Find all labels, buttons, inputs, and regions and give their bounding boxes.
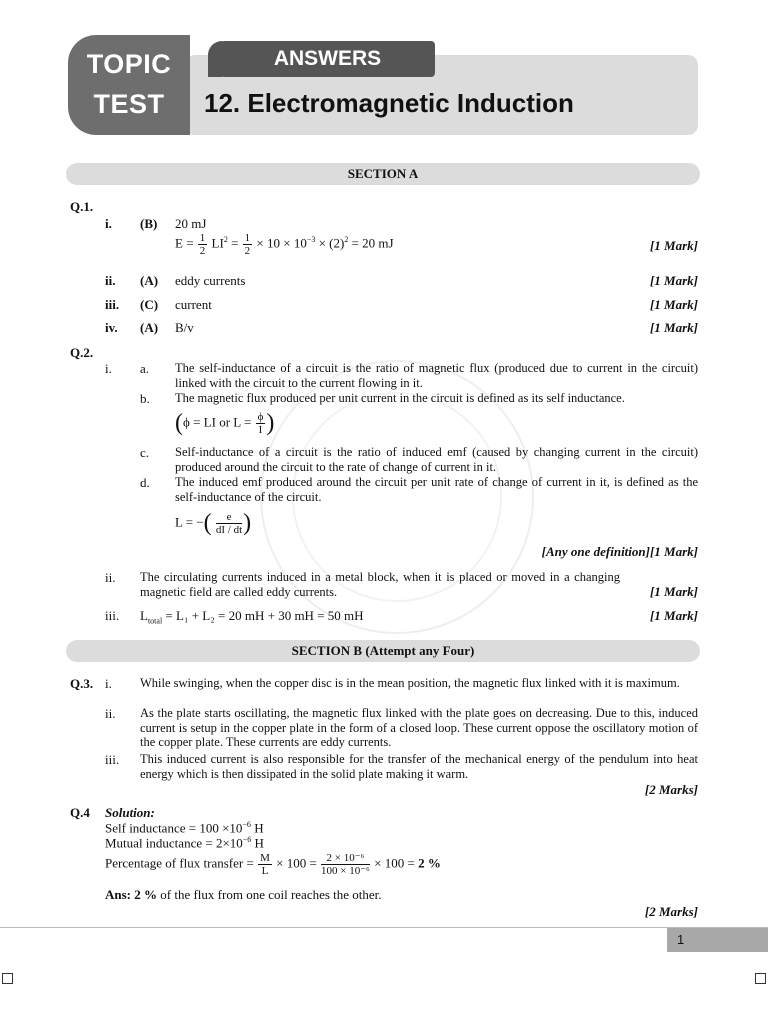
ratio-fraction: $\frac{\text{2 × 10⁻⁶}}{\text{100 × 10⁻⁶}}$ (321, 852, 370, 877)
q1-iv-num: iv. (105, 320, 118, 335)
answers-tab: ANSWERS (220, 41, 435, 77)
q2-i-num: i. (105, 361, 112, 376)
formula-lhs: E = (175, 235, 194, 251)
q2-b-formula: (ϕ = LI or L = $\frac{\phi}{I}$ ) (175, 410, 275, 436)
section-a-heading: SECTION A (66, 163, 700, 185)
section-b-heading: SECTION B (Attempt any Four) (66, 640, 700, 662)
topic-label: TOPIC (86, 49, 172, 79)
q1-iii-num: iii. (105, 297, 120, 312)
q3-i-num: i. (105, 676, 112, 691)
q2-ii-mark: [1 Mark] (649, 584, 698, 599)
q2-b-label: b. (140, 391, 150, 406)
formula-li: LI (211, 235, 224, 251)
q2-ii-text: The circulating currents induced in a metal block, when it is placed or moved in a changing magnetic field are called eddy currents. (140, 570, 620, 599)
q2-b-text: The magnetic flux produced per unit current in the circuit is defined as its self inductance. (175, 391, 625, 405)
formula-value: × 10 × 10 (256, 235, 307, 251)
q2-d-formula: L = −( $\frac{e}{dI / dt}$ ) (175, 510, 252, 536)
q2-i-mark: [Any one definition][1 Mark] (541, 544, 698, 559)
inductance-formula: L = − (175, 514, 204, 530)
q1-i-option: (B) (140, 216, 158, 231)
q4-answer: Ans: 2 % of the flux from one coil reaches the other. (105, 887, 382, 902)
formula-result: = 20 mJ (351, 235, 394, 251)
q2-iii-formula: $L_{total} = L_1 + L_2 = 20$ mH + 30 mH = 50 mH (140, 608, 364, 626)
q2-a-label: a. (140, 361, 150, 376)
q1-iii-mark: [1 Mark] (649, 297, 698, 312)
formula-current: × (2) (318, 235, 345, 251)
q2-d-label: d. (140, 475, 150, 490)
chapter-title: 12. Electromagnetic Induction (204, 88, 574, 118)
q1-ii-mark: [1 Mark] (649, 273, 698, 288)
q1-iv-mark: [1 Mark] (649, 320, 698, 335)
q4-self-inductance: Self inductance = $100 \times 10^{-6}$ H (105, 820, 264, 836)
q2-d-text: The induced emf produced around the circuit per unit rate of change of current in it, is defined as the self-inductance of the circuit. (175, 475, 698, 504)
q1-ii-answer: eddy currents (175, 273, 246, 288)
m-over-l: $\frac{M}{L}$ (260, 852, 270, 877)
q2-c-label: c. (140, 445, 150, 460)
q1-ii-num: ii. (105, 273, 116, 288)
q3-iii-text: This induced current is also responsible for the transfer of the mechanical energy of the pendulum into heat energy which is then dissipated in the solid plate making it warm. (140, 752, 698, 781)
page-number: 1 (667, 928, 768, 952)
q2-label: Q.2. (70, 345, 94, 360)
q4-mutual-inductance: Mutual inductance = $2\times 10^{-6}$ H (105, 835, 264, 851)
q2-a-text: The self-inductance of a circuit is the ratio of magnetic flux (produced due to current in the circuit) linked with the circuit to the current flowing in it. (175, 361, 698, 390)
q1-ii-option: (A) (140, 273, 159, 288)
q4-percentage-formula: Percentage of flux transfer = $\frac{M}{L}$ × 100 = $\frac{\text{2 × 10⁻⁶}}{\text{100 × 10⁻⁶}}$ × 100 = 2 % (105, 852, 441, 877)
q3-i-text: While swinging, when the copper disc is in the mean position, the magnetic flux linked with it is maximum. (140, 676, 680, 690)
q1-i-formula: E = $\frac{1}{2}$ $LI^2$ = $\frac{1}{2}$ × $10 \times 10^{-3} \times (2)^2 = 20$ mJ (175, 232, 394, 257)
q1-iv-option: (A) (140, 320, 159, 335)
fraction-half-2: $\frac{1}{2}$ (244, 232, 251, 257)
q1-iii-answer: current (175, 297, 212, 312)
q2-c-text: Self-inductance of a circuit is the ratio of induced emf (caused by changing current in the circuit) produced around the circuit to the rate of change of current in it. (175, 445, 698, 474)
fraction-half: $\frac{1}{2}$ (199, 232, 206, 257)
flux-formula: ϕ = LI or L = (183, 414, 252, 430)
q1-i-answer: 20 mJ (175, 216, 207, 231)
q1-iii-option: (C) (140, 297, 159, 312)
q3-label: Q.3. (70, 676, 94, 691)
q2-iii-mark: [1 Mark] (649, 608, 698, 623)
q2-ii-num: ii. (105, 570, 116, 585)
test-label: TEST (93, 89, 165, 119)
q3-ii-text: As the plate starts oscillating, the magnetic flux linked with the plate goes on decreasing. Due to this, induced current is setup in the copper plate in the form of a closed loop. These current oppose the oscillatory motion of the copper plate. These currents are eddy currents. (140, 706, 698, 749)
q3-iii-num: iii. (105, 752, 120, 767)
q3-mark: [2 Marks] (644, 782, 698, 797)
footer-divider (0, 927, 768, 928)
q4-solution-label: Solution: (105, 805, 155, 820)
corner-marker-left (2, 973, 13, 984)
q2-iii-num: iii. (105, 608, 120, 623)
q1-label: Q.1. (70, 199, 94, 214)
q1-iv-answer: B/v (175, 320, 194, 335)
q4-label: Q.4 (70, 805, 90, 820)
corner-marker-right (755, 973, 766, 984)
q1-i-num: i. (105, 216, 112, 231)
topic-test-badge (68, 35, 190, 135)
q1-i-mark: [1 Mark] (649, 238, 698, 253)
q3-ii-num: ii. (105, 706, 116, 721)
e-over-didt: $\frac{e}{dI / dt}$ (215, 511, 243, 536)
q4-mark: [2 Marks] (644, 904, 698, 919)
phi-over-i: $\frac{\phi}{I}$ (257, 411, 264, 436)
